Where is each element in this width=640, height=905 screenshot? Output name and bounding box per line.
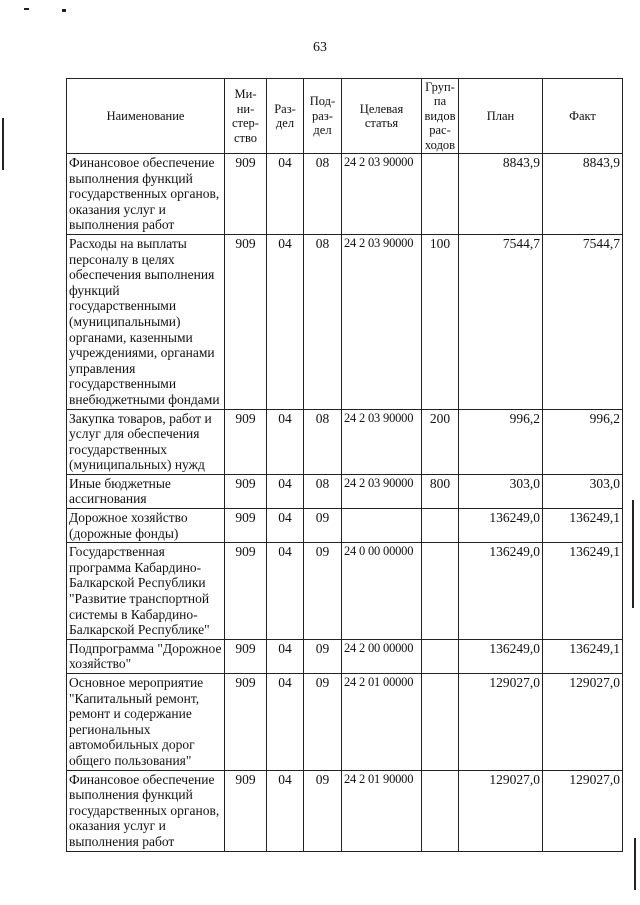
cell-group: 800 bbox=[422, 474, 459, 508]
cell-group: 200 bbox=[422, 409, 459, 474]
cell-target: 24 2 03 90000 bbox=[342, 154, 422, 235]
cell-plan: 136249,0 bbox=[459, 509, 543, 543]
cell-ministry: 909 bbox=[225, 639, 267, 673]
cell-fact: 129027,0 bbox=[543, 770, 623, 851]
table-header-row bbox=[67, 79, 623, 154]
cell-group bbox=[422, 509, 459, 543]
cell-target: 24 2 00 00000 bbox=[342, 639, 422, 673]
cell-subsection: 08 bbox=[304, 234, 342, 409]
cell-fact: 996,2 bbox=[543, 409, 623, 474]
header-name: Наименование bbox=[67, 79, 225, 154]
cell-subsection: 09 bbox=[304, 674, 342, 771]
header-section: Раз- дел bbox=[267, 79, 304, 154]
header-plan: План bbox=[459, 79, 543, 154]
cell-ministry: 909 bbox=[225, 154, 267, 235]
cell-plan: 136249,0 bbox=[459, 543, 543, 640]
header-fact: Факт bbox=[543, 79, 623, 154]
header-group: Груп- па видов рас- ходов bbox=[422, 79, 459, 154]
scan-mark-bottom-right bbox=[634, 838, 636, 890]
header-ministry: Ми- ни- стер- ство bbox=[225, 79, 267, 154]
cell-section: 04 bbox=[267, 639, 304, 673]
cell-subsection: 08 bbox=[304, 409, 342, 474]
table-row bbox=[67, 474, 623, 508]
cell-section: 04 bbox=[267, 154, 304, 235]
cell-plan: 7544,7 bbox=[459, 234, 543, 409]
cell-fact: 136249,1 bbox=[543, 639, 623, 673]
cell-name: Государственная программа Кабардино-Балкарской Республики "Развитие транспортной системы в Кабардино-Балкарской Республике" bbox=[67, 543, 225, 640]
cell-fact: 129027,0 bbox=[543, 674, 623, 771]
cell-name: Подпрограмма "Дорожное хозяйство" bbox=[67, 639, 225, 673]
table-row bbox=[67, 509, 623, 543]
table-row bbox=[67, 770, 623, 851]
table-body bbox=[67, 154, 623, 852]
cell-section: 04 bbox=[267, 234, 304, 409]
cell-fact: 136249,1 bbox=[543, 509, 623, 543]
cell-ministry: 909 bbox=[225, 674, 267, 771]
header-target: Целевая статья bbox=[342, 79, 422, 154]
table-row bbox=[67, 154, 623, 235]
scan-mark-right-edge bbox=[632, 500, 634, 608]
cell-name: Финансовое обеспечение выполнения функций государственных органов, оказания услуг и выполнения работ bbox=[67, 770, 225, 851]
table-row bbox=[67, 543, 623, 640]
cell-section: 04 bbox=[267, 409, 304, 474]
cell-ministry: 909 bbox=[225, 409, 267, 474]
cell-section: 04 bbox=[267, 509, 304, 543]
cell-group bbox=[422, 674, 459, 771]
cell-group: 100 bbox=[422, 234, 459, 409]
cell-target: 24 2 03 90000 bbox=[342, 474, 422, 508]
cell-section: 04 bbox=[267, 674, 304, 771]
cell-subsection: 08 bbox=[304, 474, 342, 508]
cell-target: 24 2 03 90000 bbox=[342, 409, 422, 474]
scan-mark-top bbox=[62, 9, 66, 12]
cell-fact: 136249,1 bbox=[543, 543, 623, 640]
cell-ministry: 909 bbox=[225, 770, 267, 851]
cell-target: 24 2 03 90000 bbox=[342, 234, 422, 409]
table-row bbox=[67, 639, 623, 673]
cell-fact: 7544,7 bbox=[543, 234, 623, 409]
cell-ministry: 909 bbox=[225, 234, 267, 409]
cell-section: 04 bbox=[267, 474, 304, 508]
cell-subsection: 08 bbox=[304, 154, 342, 235]
cell-subsection: 09 bbox=[304, 543, 342, 640]
cell-name: Дорожное хозяйство (дорожные фонды) bbox=[67, 509, 225, 543]
table-row bbox=[67, 234, 623, 409]
cell-name: Закупка товаров, работ и услуг для обеспечения государственных (муниципальных) нужд bbox=[67, 409, 225, 474]
cell-name: Финансовое обеспечение выполнения функций государственных органов, оказания услуг и выполнения работ bbox=[67, 154, 225, 235]
scan-mark-top-left bbox=[24, 8, 29, 10]
table-row bbox=[67, 674, 623, 771]
budget-table bbox=[66, 78, 623, 852]
cell-target: 24 2 01 00000 bbox=[342, 674, 422, 771]
cell-plan: 129027,0 bbox=[459, 674, 543, 771]
cell-plan: 129027,0 bbox=[459, 770, 543, 851]
cell-plan: 303,0 bbox=[459, 474, 543, 508]
cell-plan: 996,2 bbox=[459, 409, 543, 474]
cell-plan: 136249,0 bbox=[459, 639, 543, 673]
cell-target: 24 2 01 90000 bbox=[342, 770, 422, 851]
cell-subsection: 09 bbox=[304, 639, 342, 673]
cell-name: Иные бюджетные ассигнования bbox=[67, 474, 225, 508]
table-row bbox=[67, 409, 623, 474]
cell-group bbox=[422, 770, 459, 851]
header-subsection: Под- раз- дел bbox=[304, 79, 342, 154]
scan-mark-left-edge bbox=[2, 118, 4, 170]
cell-name: Расходы на выплаты персоналу в целях обеспечения выполнения функций государственными (муниципальными) органами, казенными учреждениями, органами управления государственными внебюджетными фондами bbox=[67, 234, 225, 409]
cell-ministry: 909 bbox=[225, 474, 267, 508]
cell-plan: 8843,9 bbox=[459, 154, 543, 235]
cell-target bbox=[342, 509, 422, 543]
cell-ministry: 909 bbox=[225, 509, 267, 543]
cell-ministry: 909 bbox=[225, 543, 267, 640]
page-number: 63 bbox=[313, 40, 327, 55]
cell-group bbox=[422, 543, 459, 640]
cell-group bbox=[422, 639, 459, 673]
cell-name: Основное мероприятие "Капитальный ремонт, ремонт и содержание региональных автомобильных дорог общего пользования" bbox=[67, 674, 225, 771]
cell-section: 04 bbox=[267, 543, 304, 640]
cell-group bbox=[422, 154, 459, 235]
cell-subsection: 09 bbox=[304, 770, 342, 851]
cell-subsection: 09 bbox=[304, 509, 342, 543]
cell-target: 24 0 00 00000 bbox=[342, 543, 422, 640]
cell-section: 04 bbox=[267, 770, 304, 851]
cell-fact: 303,0 bbox=[543, 474, 623, 508]
cell-fact: 8843,9 bbox=[543, 154, 623, 235]
